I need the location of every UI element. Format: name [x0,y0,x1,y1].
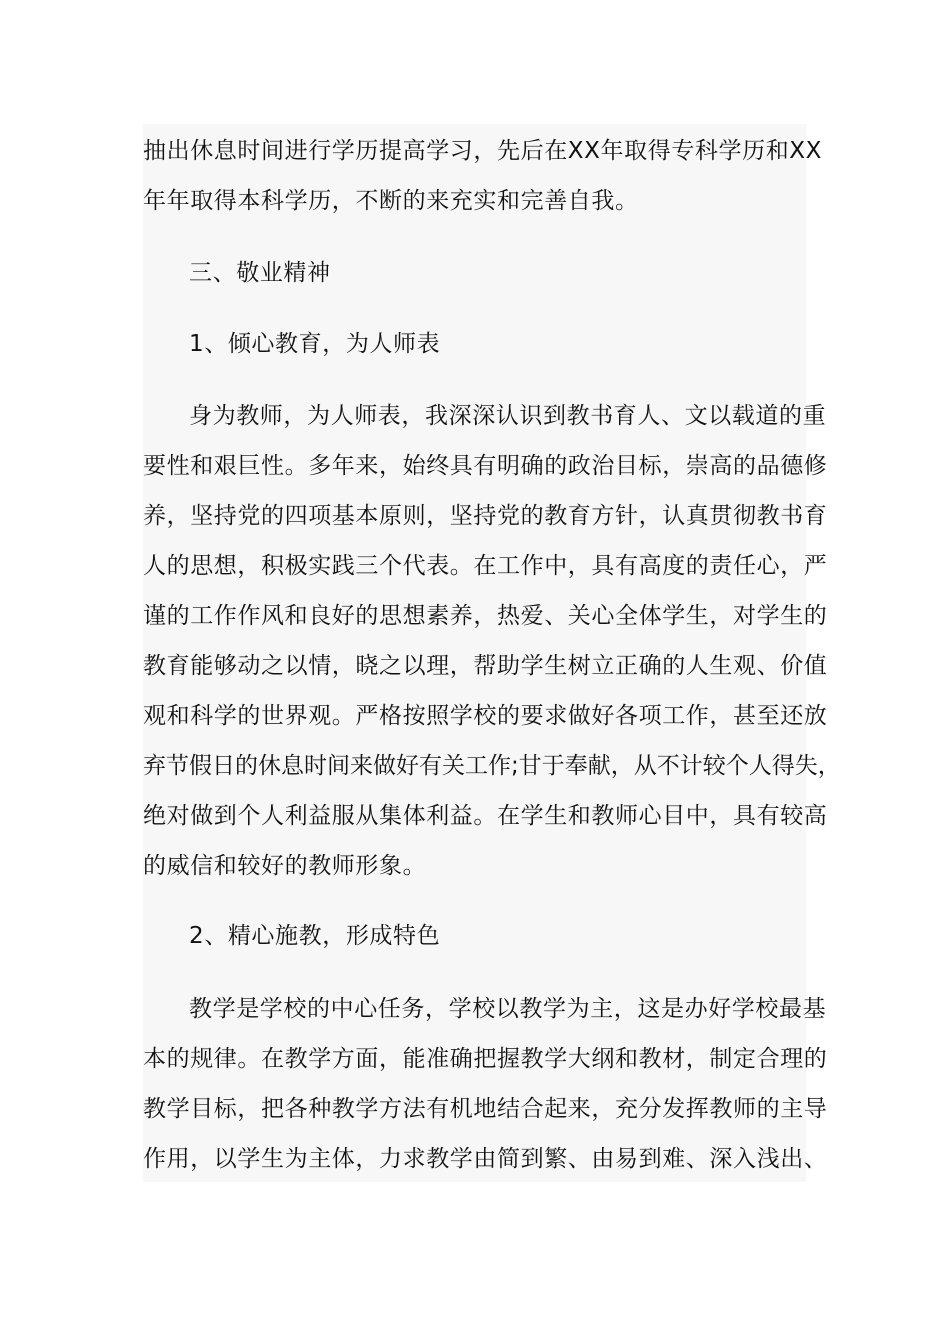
text-line: 教学是学校的中心任务，学校以教学为主，这是办好学校最基 [189,996,827,1022]
text-line: 要性和艰巨性。多年来，始终具有明确的政治目标，崇高的品德修 [143,453,828,479]
text-line: 教育能够动之以情，晓之以理，帮助学生树立正确的人生观、价值 [143,653,828,679]
subsection-heading: 1、倾心教育，为人师表 [189,331,441,357]
text-line: 养，坚持党的四项基本原则，坚持党的教育方针，认真贯彻教书育 [143,503,828,529]
text-line: 弃节假日的休息时间来做好有关工作;甘于奉献，从不计较个人得失， [143,753,841,779]
text-line: 本的规律。在教学方面，能准确把握教学大纲和教材，制定合理的 [143,1046,828,1072]
text-line: 人的思想，积极实践三个代表。在工作中，具有高度的责任心，严 [143,553,828,579]
text-line: 绝对做到个人利益服从集体利益。在学生和教师心目中，具有较高 [143,803,828,829]
text-line: 观和科学的世界观。严格按照学校的要求做好各项工作，甚至还放 [143,703,828,729]
text-line: 抽出休息时间进行学历提高学习，先后在XX年取得专科学历和XX [143,138,823,164]
document-text-block [143,124,841,1182]
text-line: 年年取得本科学历，不断的来充实和完善自我。 [143,188,639,214]
text-line: 身为教师，为人师表，我深深认识到教书育人、文以载道的重 [189,403,827,429]
subsection-heading: 2、精心施教，形成特色 [189,923,441,949]
text-line: 教学目标，把各种教学方法有机地结合起来，充分发挥教师的主导 [143,1096,828,1122]
text-line: 作用，以学生为主体，力求教学由简到繁、由易到难、深入浅出、 [143,1146,828,1172]
text-line: 谨的工作作风和良好的思想素养，热爱、关心全体学生，对学生的 [143,603,828,629]
section-heading: 三、敬业精神 [189,260,331,286]
text-line: 的威信和较好的教师形象。 [143,853,427,879]
